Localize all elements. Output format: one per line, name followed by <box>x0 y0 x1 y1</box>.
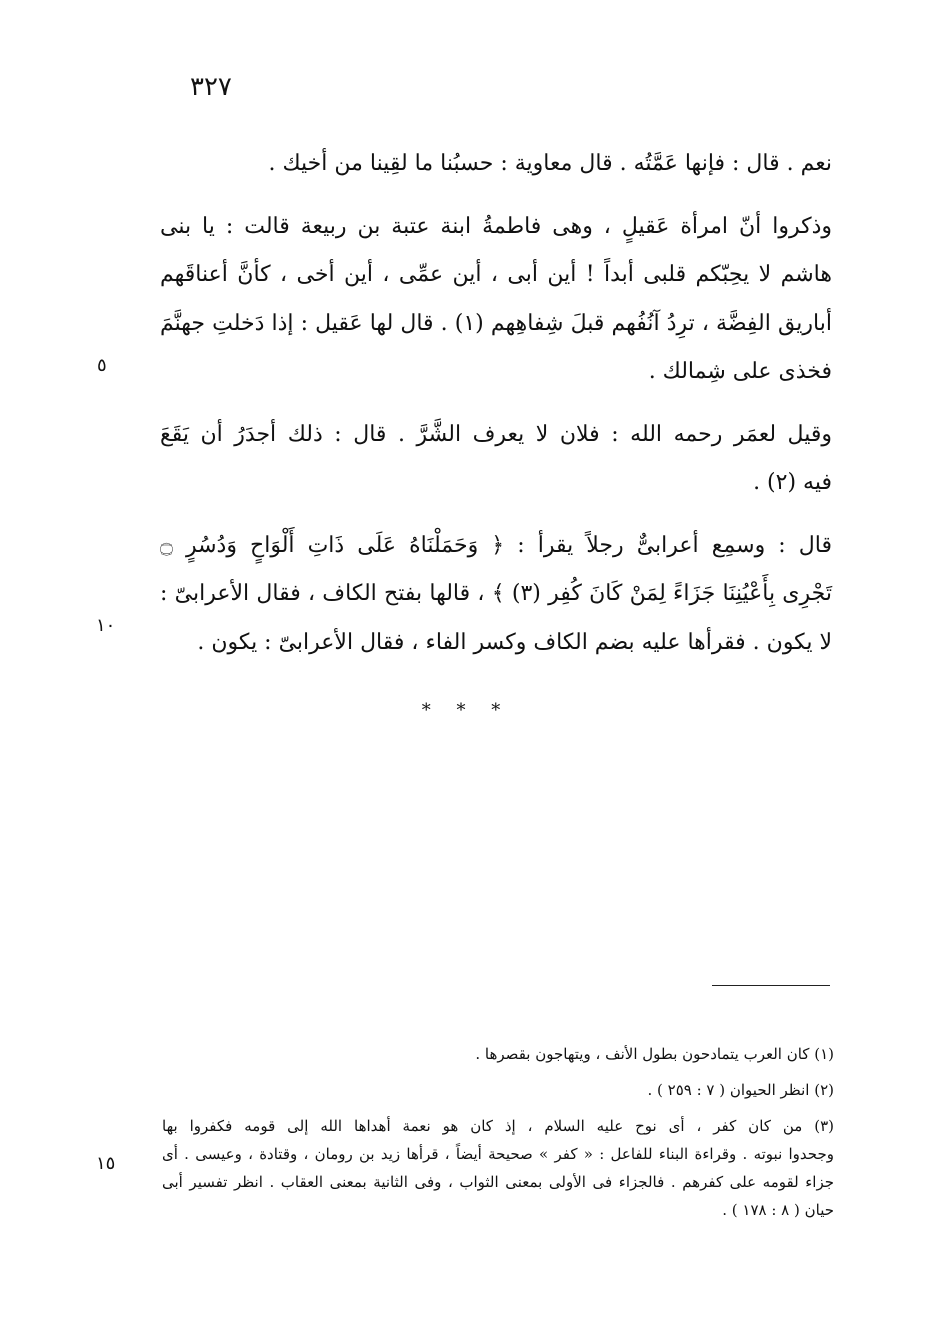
text-line: تَجْرِى بِأَعْيُنِنَا جَزَاءً لِمَنْ كَانَ كُفِر (٣) ﴾ ، قالها بفتح الكاف ، فقال الأعرابىّ : <box>160 581 832 606</box>
footnote-3-line: (٣) من كان كفر ، أى نوح عليه السلام ، إذ كان هو نعمة أهداها الله إلى قومه فكفروا بها <box>162 1117 834 1135</box>
footnote-2: (٢) انظر الحيوان ( ٧ : ٢٥٩ ) . <box>647 1081 834 1099</box>
footnote-rule <box>712 985 830 986</box>
paragraph-2 <box>160 203 832 397</box>
footnote-3-line: وجحدوا نبوته . وقراءة البناء للفاعل : « كفر » صحيحة أيضاً ، قرأها زيد بن رومان ، وقتادة ، وعيسى . أى <box>162 1145 834 1163</box>
text-line: أباريق الفِضَّة ، ترِدُ آنُفُهم قبلَ شِفاهِهم (١) . قال لها عَقيل : إذا دَخلتِ جهنَّمَ <box>160 310 832 336</box>
section-separator: * * * <box>421 700 511 721</box>
footnote-3-line: حيان ( ٨ : ١٧٨ ) . <box>722 1201 834 1219</box>
line-number-10: ١٠ <box>96 615 116 636</box>
paragraph-4 <box>160 522 832 668</box>
text-line: فخذى على شِمالك . <box>648 359 832 384</box>
paragraph-1 <box>160 140 832 189</box>
paragraph-3 <box>160 411 832 508</box>
text-line: لا يكون . فقرأها عليه بضم الكاف وكسر الفاء ، فقال الأعرابىّ : يكون . <box>197 629 832 655</box>
footnote-1: (١) كان العرب يتمادحون بطول الأنف ، ويتهاجون بقصرها . <box>475 1045 834 1063</box>
line-number-5: ٥ <box>97 355 107 376</box>
main-text <box>160 140 832 667</box>
text-line: قال : وسمِع أعرابىٌّ رجلاً يقرأ : ﴿ وَحَمَلْنَاهُ عَلَى ذَاتِ أَلْوَاحٍ وَدُسُرٍ ۝ <box>160 532 832 558</box>
line-number-15: ١٥ <box>96 1153 116 1174</box>
text-line: وذكروا أنّ امرأة عَقيلٍ ، وهى فاطمةُ ابنة عتبة بن ربيعة قالت : يا بنى <box>160 213 832 239</box>
text-line: وقيل لعمَر رحمه الله : فلان لا يعرف الشَّرَّ . قال : ذلك أجدَرُ أن يَقَعَ <box>160 421 832 447</box>
page-number: ٣٢٧ <box>190 72 232 102</box>
text-line: هاشم لا يحِبّكم قلبى أبداً ! أين أبى ، أين عمِّى ، أين أخى ، كأنَّ أعناقَهم <box>160 262 832 287</box>
text-line: فيه (٢) . <box>753 470 832 495</box>
footnote-3-line: جزاء لقومه على كفرهم . فالجزاء فى الأولى بمعنى الثواب ، وفى الثانية بمعنى العقاب . انظر تفسير أبى <box>162 1173 834 1191</box>
text-line: نعم . قال : فإنها عَمَّتُه . قال معاوية : حسبُنا ما لقِينا من أخيك . <box>268 151 832 176</box>
footnotes <box>162 1040 834 1224</box>
